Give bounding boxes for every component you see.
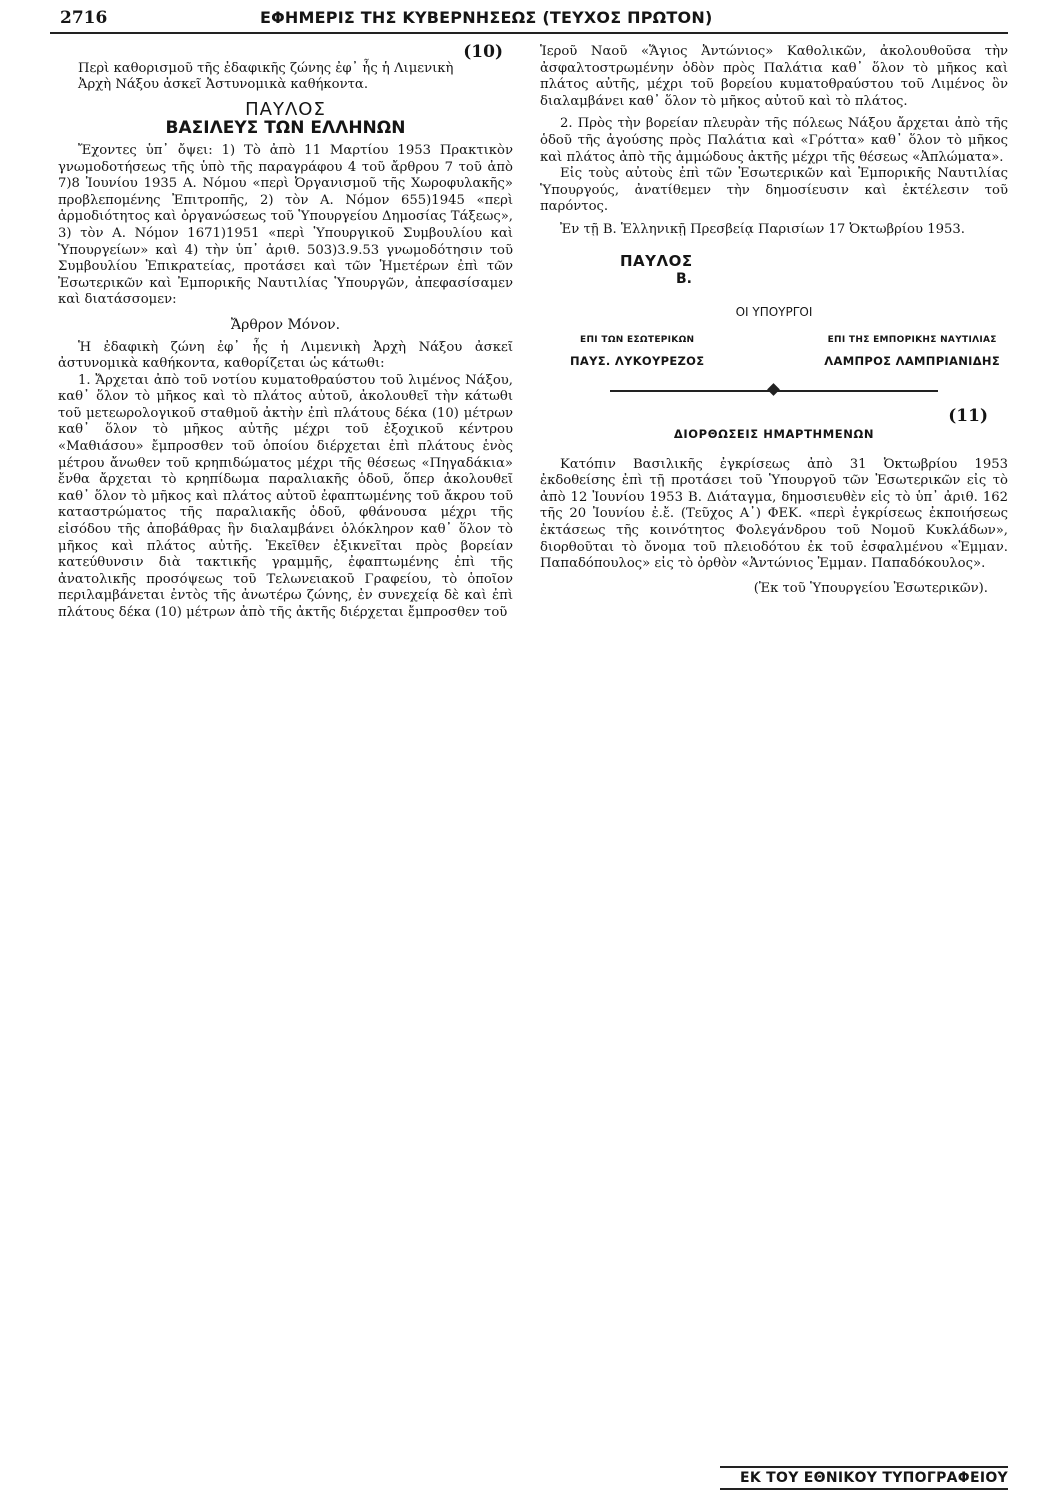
- minister-interior: [570, 332, 704, 369]
- minister-office: ΕΠΙ ΤΗΣ ΕΜΠΟΡΙΚΗΣ ΝΑΥΤΙΛΙΑΣ: [827, 335, 997, 346]
- printer-imprint: ΕΚ ΤΟΥ ΕΘΝΙΚΟΥ ΤΥΠΟΓΡΑΦΕΙΟΥ: [720, 1466, 1008, 1490]
- errata-source: (Ἐκ τοῦ Ὑπουργείου Ἐσωτερικῶν).: [753, 580, 988, 596]
- page-header: [50, 8, 1008, 34]
- article-intro: Ἡ ἐδαφικὴ ζώνη ἐφ᾿ ἧς ἡ Λιμενικὴ Ἀρχὴ Νάξου ἀσκεῖ ἀστυνομικὰ καθήκοντα, καθορίζεται ὡς κάτωθι:: [58, 339, 513, 372]
- execution-clause: Εἰς τοὺς αὐτοὺς ἐπὶ τῶν Ἐσωτερικῶν καὶ Ἐμπορικῆς Ναυτιλίας Ὑπουργούς, ἀνατίθεμεν τὴν δημοσίευσιν καὶ ἐκτέλεσιν τοῦ παρόντος.: [540, 166, 1008, 215]
- page-number: 2716: [60, 8, 108, 28]
- errata-heading: ΔΙΟΡΘΩΣΕΙΣ ΗΜΑΡΤΗΜΕΝΩΝ: [673, 427, 875, 442]
- king-name: ΠΑΥΛΟΣ: [245, 98, 326, 120]
- errata-text: Κατόπιν Βασιλικῆς ἐγκρίσεως ἀπὸ 31 Ὀκτωβρίου 1953 ἐκδοθείσης ἐπὶ τῇ προτάσει τοῦ Ὑπουργοῦ τῶν Ἐσωτερικῶν εἰς τὸ ἀπὸ 12 Ἰουνίου 1953 Β. Διάταγμα, δημοσιευθὲν εἰς τὸ ὑπ᾿ ἀριθ. 162 τῆς 20 Ἰουνίου ἐ.ἔ. (Τεῦχος Α᾿) ΦΕΚ. «περὶ ἐγκρίσεως ἐκποιήσεως ἐκτάσεως τῆς κοινότητος Φολεγάνδρου τοῦ Νομοῦ Κυκλάδων», διορθοῦται τὸ ὄνομα τοῦ πλειοδότου ἐκ τοῦ ἐσφαλμένου «Ἐμμαν. Παπαδόπουλος» εἰς τὸ ὀρθὸν «Ἀντώνιος Ἐμμαν. Παπαδόκουλος».: [540, 456, 1008, 572]
- ministers-signatures: [540, 332, 1008, 369]
- running-head: ΕΦΗΜΕΡΙΣ ΤΗΣ ΚΥΒΕΡΝΗΣΕΩΣ (ΤΕΥΧΟΣ ΠΡΩΤΟΝ): [260, 8, 713, 27]
- right-column: [540, 44, 1008, 597]
- signature-king: ΠΑΥΛΟΣ: [620, 251, 693, 270]
- signature-b: Β.: [676, 271, 692, 288]
- decree-number: (10): [463, 42, 503, 62]
- minister-name: ΠΑΥΣ. ΛΥΚΟΥΡΕΖΟΣ: [570, 353, 705, 368]
- article-point-1: 1. Ἄρχεται ἀπὸ τοῦ νοτίου κυματοθραύστου τοῦ λιμένος Νάξου, καθ᾿ ὅλον τὸ μῆκος καὶ τὸ πλάτος αὐτοῦ, ἀκολουθεῖ τὴν κάτωθι τοῦ μετεωρολογικοῦ σταθμοῦ ἀκτὴν ἐπὶ πλάτους δέκα (10) μέτρων καθ᾿ ὅλον τὸ μῆκος αὐτῆς μέχρι τοῦ ἐξοχικοῦ κέντρου «Μαθιάσου» ἔμπροσθεν τοῦ ὁποίου διέρχεται ἐπὶ πλάτους ἑνὸς μέτρου ἄνωθεν τοῦ κρηπιδώματος μέχρι τῆς θέσεως «Πηγαδάκια» ἔνθα ἄρχεται τὸ κρηπίδωμα παραλιακῆς ὁδοῦ, ὅπερ ἀκολουθεῖ καθ᾿ ὅλον τὸ μῆκος καὶ πλάτος αὐτοῦ ἐφαπτωμένης τοῦ ἄκρου τοῦ καταστρώματος τῆς παραλιακῆς ὁδοῦ, φθάνουσα μέχρι τῆς εἰσόδου τῆς ἀποβάθρας ἣν διαλαμβάνει ὁλόκληρον καθ᾿ ὅλον τὸ μῆκος καὶ πλάτος αὐτῆς. Ἐκεῖθεν ἐξικνεῖται πρὸς βορείαν κατεύθυνσιν διὰ τακτικῆς γραμμῆς, ἐφαπτωμένης ἐπὶ τῆς ἀνατολικῆς προσόψεως τοῦ Τελωνειακοῦ Γραφείου, τὸ ὁποῖον περιλαμβάνεται ἐντὸς τῆς ἀνωτέρω ζώνης, ἐν συνεχείᾳ δὲ καὶ ἐπὶ πλάτους δέκα (10) μέτρων ἀπὸ τῆς ἀκτῆς διέρχεται ἔμπροσθεν τοῦ: [58, 372, 513, 620]
- ministers-heading: ΟΙ ΥΠΟΥΡΓΟΙ: [735, 304, 813, 319]
- royal-signature: [540, 253, 1008, 288]
- left-column: [58, 44, 513, 622]
- article-point-1-continued: Ἱεροῦ Ναοῦ «Ἅγιος Ἀντώνιος» Καθολικῶν, ἀκολουθοῦσα τὴν ἀσφαλτοστρωμένην ὁδὸν πρὸς Παλάτια καθ᾿ ὅλον τὸ μῆκος καὶ πλάτος αὐτῆς, μέχρι τοῦ βορείου κυματοθραύστου τοῦ Λιμένος ὃν διαλαμβάνει καθ᾿ ὅλον τὸ μῆκος αὐτοῦ καὶ τὸ πλάτος.: [540, 44, 1008, 109]
- decree-title-line2: Ἀρχὴ Νάξου ἀσκεῖ Ἀστυνομικὰ καθήκοντα.: [78, 77, 369, 93]
- errata-number: (11): [948, 405, 988, 426]
- article-point-2: 2. Πρὸς τὴν βορείαν πλευρὰν τῆς πόλεως Νάξου ἄρχεται ἀπὸ τῆς ὁδοῦ τῆς ἀγούσης πρὸς Παλάτια καὶ «Γρόττα» καθ᾿ ὅλον τὸ μῆκος καὶ πλάτος ἀπὸ τῆς ἀμμώδους ἀκτῆς μέχρι τῆς θέσεως «Ἀπλώματα».: [540, 116, 1008, 165]
- preamble: Ἔχοντες ὑπ᾿ ὄψει: 1) Τὸ ἀπὸ 11 Μαρτίου 1953 Πρακτικὸν γνωμοδοτήσεως τῆς ὑπὸ τῆς παραγράφου 4 τοῦ ἄρθρου 7 τοῦ ἀπὸ 7)8 Ἰουνίου 1935 Α. Νόμου «περὶ Ὀργανισμοῦ τῆς Χωροφυλακῆς» προβλεπομένης Ἐπιτροπῆς, 2) τὸν Α. Νόμον 655)1945 «περὶ ἁρμοδιότητος καὶ ὀργανώσεως τοῦ Ὑπουργείου Δημοσίας Τάξεως», 3) τὸν Α. Νόμον 1671)1951 «περὶ Ὑπουργικοῦ Συμβουλίου καὶ Ὑπουργείων» καὶ 4) τὴν ὑπ᾿ ἀριθ. 503)3.9.53 γνωμοδότησιν τοῦ Συμβουλίου Ἐπικρατείας, προτάσει καὶ τῶν Ἡμετέρων ἐπὶ τῶν Ἐσωτερικῶν καὶ Ἐμπορικῆς Ναυτιλίας Ὑπουργῶν, ἀπεφασίσαμεν καὶ διατάσσομεν:: [58, 142, 513, 308]
- minister-office: ΕΠΙ ΤΩΝ ΕΣΩΤΕΡΙΚΩΝ: [580, 335, 695, 346]
- place-date: Ἐν τῇ Β. Ἑλληνικῇ Πρεσβείᾳ Παρισίων 17 Ὀκτωβρίου 1953.: [560, 221, 965, 237]
- section-divider: [540, 384, 1008, 396]
- article-heading: Ἄρθρον Μόνον.: [230, 316, 341, 333]
- decree-title-line1: Περὶ καθορισμοῦ τῆς ἐδαφικῆς ζώνης ἐφ᾿ ἧς ἡ Λιμενικὴ: [78, 60, 454, 76]
- diamond-ornament-icon: [767, 383, 780, 396]
- minister-name: ΛΑΜΠΡΟΣ ΛΑΜΠΡΙΑΝΙΔΗΣ: [824, 353, 1000, 368]
- minister-merchant-marine: [824, 332, 1000, 369]
- king-title: ΒΑΣΙΛΕΥΣ ΤΩΝ ΕΛΛΗΝΩΝ: [165, 118, 406, 139]
